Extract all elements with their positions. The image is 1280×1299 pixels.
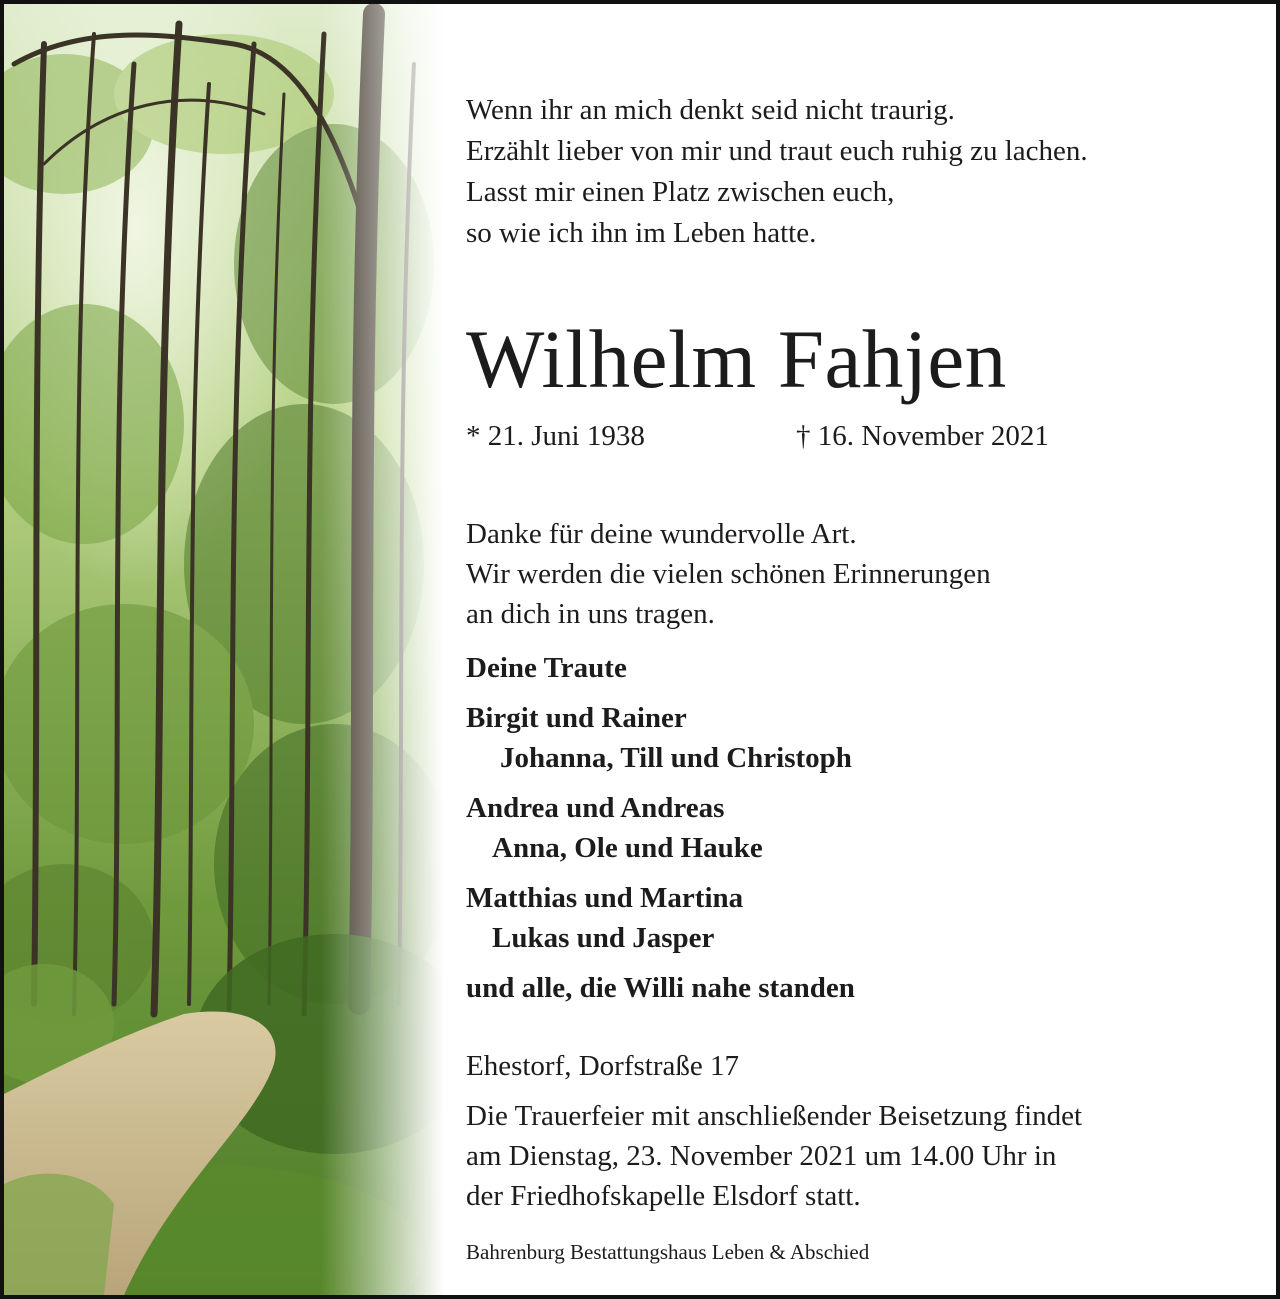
forest-illustration	[4, 4, 444, 1295]
thanks-line: Wir werden die vielen schönen Erinnerungen	[466, 558, 991, 590]
death-date: † 16. November 2021	[796, 420, 1049, 452]
mourner-children: Anna, Ole und Hauke	[492, 832, 763, 864]
deceased-name: Wilhelm Fahjen	[466, 313, 1007, 405]
service-notice	[466, 1096, 1246, 1216]
mourner-others: und alle, die Willi nahe standen	[466, 972, 855, 1004]
thanks-text	[466, 514, 1246, 634]
mourner-couple: Birgit und Rainer	[466, 702, 687, 734]
family-address: Ehestorf, Dorfstraße 17	[466, 1050, 739, 1082]
mourner-spouse: Deine Traute	[466, 652, 627, 684]
birth-date: * 21. Juni 1938	[466, 420, 645, 452]
mourner-children: Lukas und Jasper	[492, 922, 715, 954]
mourners-list	[466, 648, 1246, 1008]
service-line: am Dienstag, 23. November 2021 um 14.00 Uhr in	[466, 1140, 1057, 1172]
memorial-poem	[466, 90, 1246, 254]
poem-line: Lasst mir einen Platz zwischen euch,	[466, 176, 895, 208]
mourner-couple: Matthias und Martina	[466, 882, 744, 914]
mourner-couple: Andrea und Andreas	[466, 792, 725, 824]
poem-line: Erzählt lieber von mir und traut euch ruhig zu lachen.	[466, 135, 1088, 167]
service-line: der Friedhofskapelle Elsdorf statt.	[466, 1180, 861, 1212]
obituary-text	[466, 90, 1246, 1266]
funeral-home: Bahrenburg Bestattungshaus Leben & Abschied	[466, 1240, 870, 1264]
thanks-line: Danke für deine wundervolle Art.	[466, 518, 857, 550]
poem-line: Wenn ihr an mich denkt seid nicht traurig.	[466, 94, 955, 126]
service-line: Die Trauerfeier mit anschließender Beisetzung findet	[466, 1100, 1083, 1132]
mourner-children: Johanna, Till und Christoph	[500, 742, 852, 774]
poem-line: so wie ich ihn im Leben hatte.	[466, 217, 817, 249]
forest-path-photo	[4, 4, 444, 1295]
life-dates	[466, 416, 1246, 456]
thanks-line: an dich in uns tragen.	[466, 598, 715, 630]
